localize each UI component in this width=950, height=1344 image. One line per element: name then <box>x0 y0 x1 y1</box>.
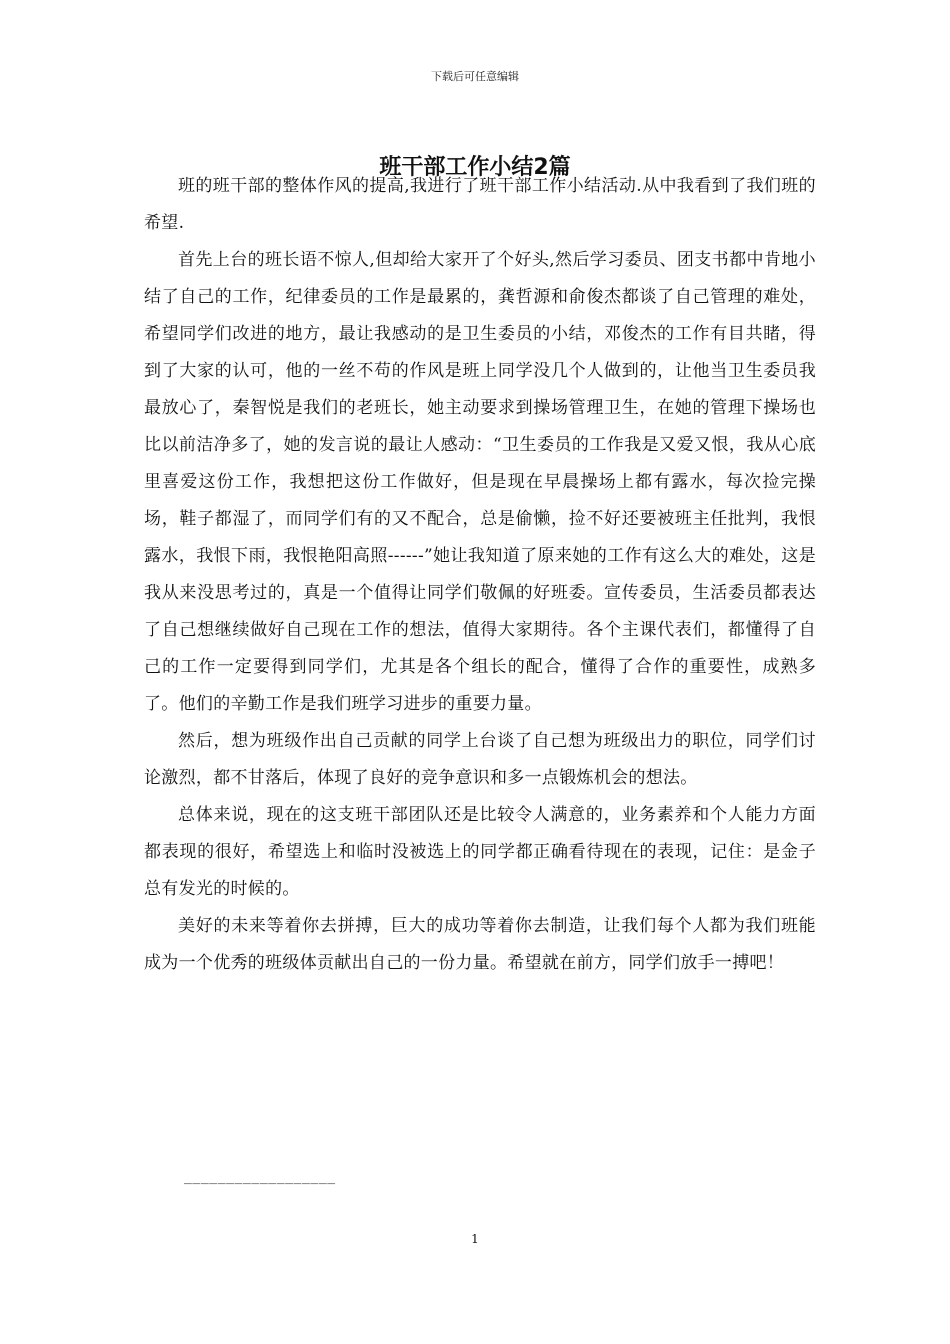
document-title: 班干部工作小结2篇 <box>379 155 571 180</box>
paragraph-2: 首先上台的班长语不惊人,但却给大家开了个好头,然后学习委员、团支书都中肯地小结了自己的工作，纪律委员的工作是最累的，龚哲源和俞俊杰都谈了自己管理的难处，希望同学们改进的地方，最让我感动的是卫生委员的小结，邓俊杰的工作有目共睹，得到了大家的认可，他的一丝不苟的作风是班上同学没几个人做到的，让他当卫生委员我最放心了，秦智悦是我们的老班长，她主动要求到操场管理卫生，在她的管理下操场也比以前洁净多了，她的发言说的最让人感动：“卫生委员的工作我是又爱又恨，我从心底里喜爱这份工作，我想把这份工作做好，但是现在早晨操场上都有露水，每次捡完操场，鞋子都湿了，而同学们有的又不配合，总是偷懒，捡不好还要被班主任批判，我恨露水，我恨下雨，我恨艳阳高照------”她让我知道了原来她的工作有这么大的难处，这是我从来没思考过的，真是一个值得让同学们敬佩的好班委。宣传委员，生活委员都表达了自己想继续做好自己现在工作的想法，值得大家期待。各个主课代表们，都懂得了自己的工作一定要得到同学们，尤其是各个组长的配合，懂得了合作的重要性，成熟多了。他们的辛勤工作是我们班学习进步的重要力量。 <box>144 250 816 714</box>
separator-line: __________________ <box>184 1170 336 1185</box>
paragraph-3: 然后，想为班级作出自己贡献的同学上台谈了自己想为班级出力的职位，同学们讨论激烈，都不甘落后，体现了良好的竞争意识和多一点锻炼机会的想法。 <box>144 731 816 788</box>
paragraph-5: 美好的未来等着你去拼搏，巨大的成功等着你去制造，让我们每个人都为我们班能成为一个优秀的班级体贡献出自己的一份力量。希望就在前方，同学们放手一搏吧！ <box>144 916 816 973</box>
header-note: 下载后可任意编辑 <box>431 70 519 83</box>
paragraph-1: 班的班干部的整体作风的提高,我进行了班干部工作小结活动.从中我看到了我们班的希望. <box>144 176 816 233</box>
paragraph-4: 总体来说，现在的这支班干部团队还是比较令人满意的，业务素养和个人能力方面都表现的很好，希望选上和临时没被选上的同学都正确看待现在的表现，记住：是金子总有发光的时候的。 <box>144 805 816 899</box>
page-number: 1 <box>471 1232 479 1246</box>
document-body <box>144 168 816 982</box>
